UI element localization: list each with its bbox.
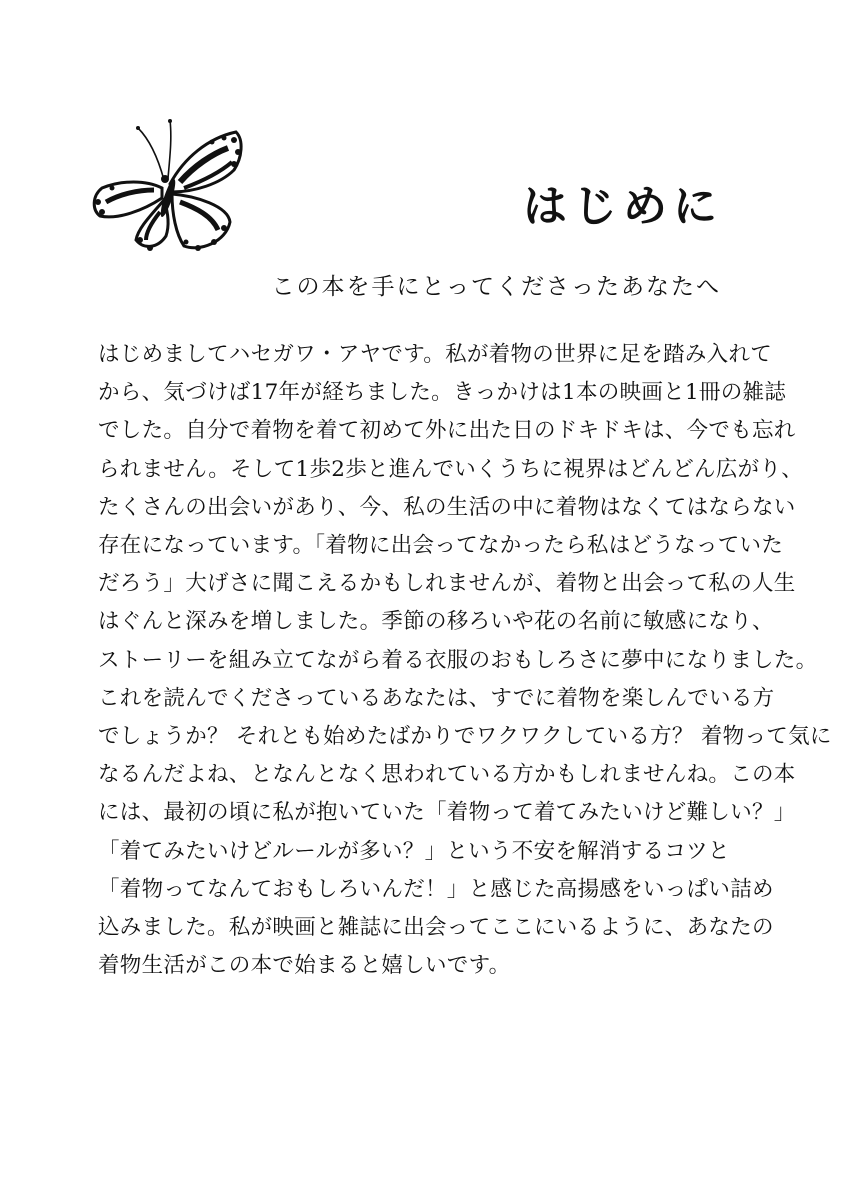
body-line: 着物生活がこの本で始まると嬉しいです。 bbox=[98, 953, 511, 979]
body-line: には、最初の頃に私が抱いていた「着物って着てみたいけど難しい？」 bbox=[98, 800, 796, 826]
body-line: でした。自分で着物を着て初めて外に出た日のドキドキは、今でも忘れ bbox=[98, 418, 796, 444]
body-line: 「着物ってなんておもしろいんだ！」と感じた高揚感をいっぱい詰め bbox=[98, 876, 774, 902]
body-line: だろう」大げさに聞こえるかもしれませんが、着物と出会って私の人生 bbox=[98, 571, 796, 597]
body-line: 存在になっています。「着物に出会ってなかったら私はどうなっていた bbox=[98, 533, 784, 559]
body-line: でしょうか？ それとも始めたばかりでワクワクしている方？ 着物って気に bbox=[98, 724, 832, 750]
body-line: はぐんと深みを増しました。季節の移ろいや花の名前に敏感になり、 bbox=[98, 609, 774, 635]
body-line: なるんだよね、となんとなく思われている方かもしれませんね。この本 bbox=[98, 762, 796, 788]
page-subtitle: この本を手にとってくださったあなたへ bbox=[271, 274, 721, 300]
body-line: 込みました。私が映画と雑誌に出会ってここにいるように、あなたの bbox=[98, 915, 774, 941]
butterfly-icon bbox=[88, 118, 248, 258]
body-line: から、気づけば17年が経ちました。きっかけは1本の映画と1冊の雑誌 bbox=[98, 380, 787, 406]
body-line: られません。そして1歩2歩と進んでいくうちに視界はどんどん広がり、 bbox=[98, 456, 804, 482]
page-title: はじめに bbox=[523, 181, 723, 232]
body-paragraph bbox=[98, 336, 832, 985]
body-line: ストーリーを組み立てながら着る衣服のおもしろさに夢中になりました。 bbox=[98, 647, 818, 673]
body-line: 「着てみたいけどルールが多い？」という不安を解消するコツと bbox=[98, 838, 730, 864]
body-line: はじめましてハセガワ・アヤです。私が着物の世界に足を踏み入れて bbox=[98, 342, 773, 367]
body-line: たくさんの出会いがあり、今、私の生活の中に着物はなくてはならない bbox=[98, 494, 796, 520]
body-line: これを読んでくださっているあなたは、すでに着物を楽しんでいる方 bbox=[98, 685, 775, 711]
